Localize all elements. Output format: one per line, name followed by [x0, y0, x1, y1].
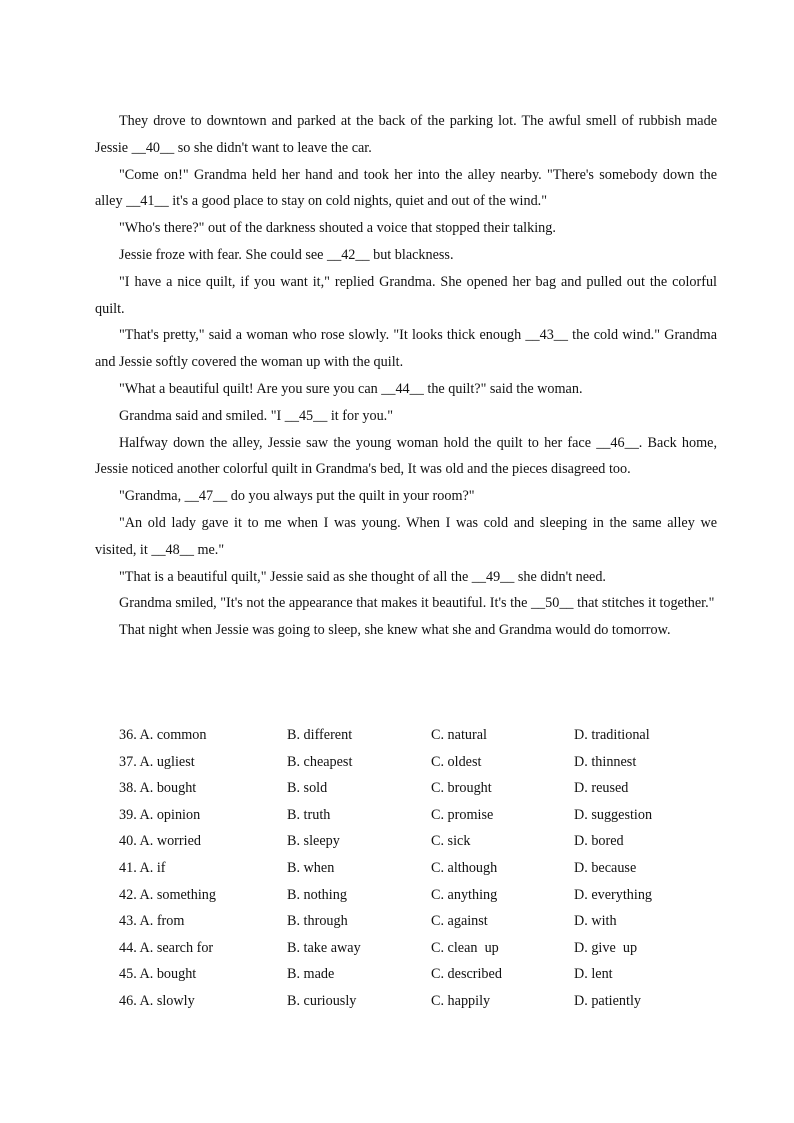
- option-c: C. against: [431, 913, 488, 930]
- option-a: 46. A. slowly: [119, 992, 195, 1009]
- paragraph: "What a beautiful quilt! Are you sure you can __44__ the quilt?" said the woman.: [119, 380, 583, 397]
- option-a: 41. A. if: [119, 859, 166, 876]
- option-c: C. happily: [431, 992, 491, 1009]
- question-row: [119, 935, 719, 962]
- option-b: B. through: [287, 913, 348, 930]
- option-c: C. although: [431, 859, 498, 876]
- option-c: C. promise: [431, 806, 494, 823]
- option-b: B. made: [287, 966, 335, 983]
- option-d: D. everything: [574, 886, 653, 903]
- option-c: C. described: [431, 966, 502, 983]
- paragraph: That night when Jessie was going to sleep, she knew what she and Grandma would do tomorrow.: [119, 622, 671, 639]
- option-c: C. natural: [431, 727, 487, 743]
- question-row: [119, 722, 719, 749]
- option-b: B. sold: [287, 780, 328, 797]
- paragraph: "That's pretty," said a woman who rose slowly. "It looks thick enough __43__ the cold wind." Grandma and Jessie softly covered the woman up with the quilt.: [95, 327, 717, 371]
- paragraph: They drove to downtown and parked at the back of the parking lot. The awful smell of rubbish made Jessie __40__ so she didn't want to leave the car.: [95, 113, 717, 156]
- question-row: [119, 802, 719, 829]
- paragraph: "An old lady gave it to me when I was young. When I was cold and sleeping in the same alley we visited, it __48__ me.": [95, 514, 717, 558]
- paragraph: Grandma said and smiled. "I __45__ it for you.": [119, 407, 394, 424]
- paragraph: "That is a beautiful quilt," Jessie said as she thought of all the __49__ she didn't need.: [119, 568, 606, 585]
- option-b: B. when: [287, 859, 335, 876]
- question-row: [119, 775, 719, 802]
- option-a: 38. A. bought: [119, 780, 197, 797]
- option-b: B. take away: [287, 939, 361, 956]
- option-a: 39. A. opinion: [119, 806, 201, 823]
- option-c: C. oldest: [431, 753, 482, 770]
- paragraph: "I have a nice quilt, if you want it," replied Grandma. She opened her bag and pulled out the colorful quilt.: [95, 273, 717, 317]
- option-d: D. with: [574, 913, 617, 930]
- answer-options: [119, 722, 719, 1015]
- option-b: B. curiously: [287, 992, 357, 1009]
- option-b: B. different: [287, 727, 353, 743]
- option-d: D. suggestion: [574, 806, 653, 823]
- question-row: [119, 828, 719, 855]
- question-row: [119, 855, 719, 882]
- paragraph: "Come on!" Grandma held her hand and took her into the alley nearby. "There's somebody down the alley __41__ it's a good place to stay on cold nights, quiet and out of the wind.": [95, 166, 717, 210]
- reading-passage: [95, 108, 717, 644]
- question-row: [119, 749, 719, 776]
- option-a: 44. A. search for: [119, 939, 214, 956]
- option-d: D. traditional: [574, 727, 650, 743]
- option-d: D. patiently: [574, 992, 641, 1009]
- question-row: [119, 988, 719, 1015]
- option-b: B. truth: [287, 806, 331, 823]
- paragraph: Halfway down the alley, Jessie saw the young woman hold the quilt to her face __46__. Back home, Jessie noticed another colorful quilt in Grandma's bed, It was old and the pieces disagreed too.: [95, 434, 717, 478]
- option-a: 43. A. from: [119, 913, 185, 930]
- option-d: D. give up: [574, 939, 638, 956]
- option-d: D. bored: [574, 833, 624, 850]
- option-c: C. anything: [431, 886, 498, 903]
- option-c: C. clean up: [431, 939, 499, 956]
- paragraph: Grandma smiled, "It's not the appearance that makes it beautiful. It's the __50__ that stitches it together.": [119, 595, 715, 612]
- paragraph: Jessie froze with fear. She could see __42__ but blackness.: [119, 246, 454, 263]
- option-d: D. reused: [574, 780, 629, 797]
- option-a: 37. A. ugliest: [119, 753, 195, 770]
- option-d: D. thinnest: [574, 753, 637, 770]
- option-c: C. sick: [431, 833, 471, 850]
- option-a: 45. A. bought: [119, 966, 197, 983]
- option-b: B. nothing: [287, 886, 347, 903]
- question-row: [119, 908, 719, 935]
- option-a: 36. A. common: [119, 727, 207, 743]
- option-a: 40. A. worried: [119, 833, 201, 850]
- question-row: [119, 882, 719, 909]
- option-a: 42. A. something: [119, 886, 216, 903]
- option-b: B. sleepy: [287, 833, 340, 850]
- paragraph: "Who's there?" out of the darkness shouted a voice that stopped their talking.: [119, 220, 556, 237]
- option-d: D. because: [574, 859, 637, 876]
- option-c: C. brought: [431, 780, 492, 797]
- option-d: D. lent: [574, 966, 613, 983]
- paragraph: "Grandma, __47__ do you always put the quilt in your room?": [119, 488, 475, 505]
- question-row: [119, 961, 719, 988]
- option-b: B. cheapest: [287, 753, 353, 770]
